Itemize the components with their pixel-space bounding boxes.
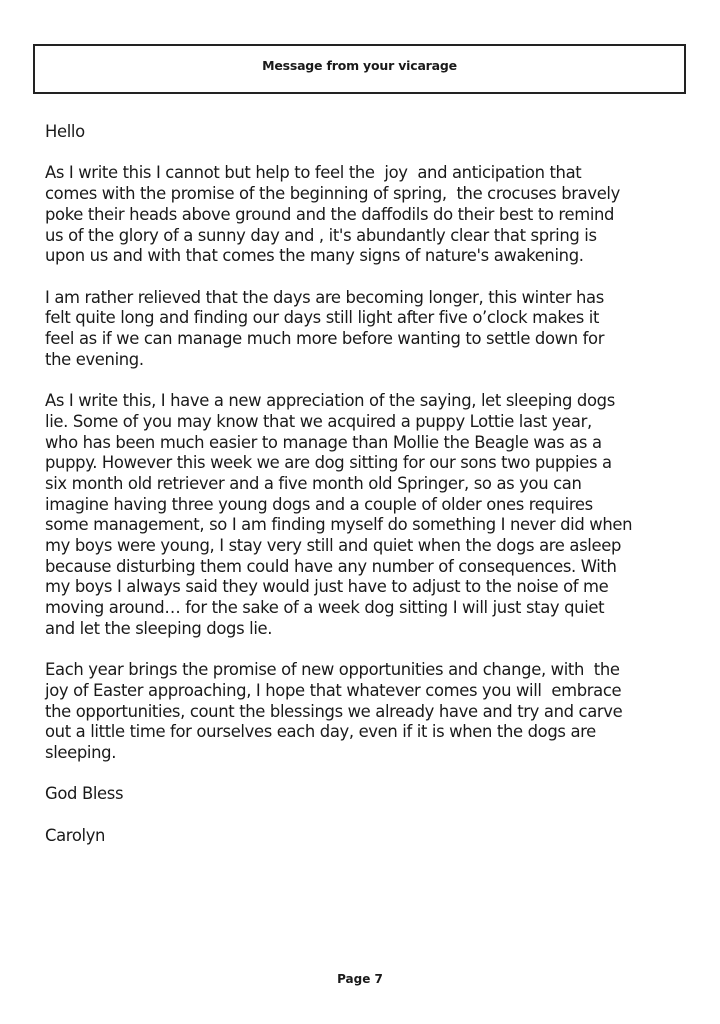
text-line: who has been much easier to manage than Mollie the Beagle was as a xyxy=(45,432,602,452)
text-line: joy of Easter approaching, I hope that whatever comes you will embrace xyxy=(45,680,622,700)
text-line: I am rather relieved that the days are becoming longer, this winter has xyxy=(45,287,604,307)
text-line: out a little time for ourselves each day, even if it is when the dogs are xyxy=(45,722,596,742)
text-line: moving around… for the sake of a week dog sitting I will just stay quiet xyxy=(45,598,605,618)
text-line: As I write this I cannot but help to feel the joy and anticipation that xyxy=(45,163,582,183)
paragraph-1 xyxy=(45,163,695,267)
greeting: Hello xyxy=(45,122,85,141)
closing: God Bless xyxy=(45,784,124,804)
text-line: feel as if we can manage much more before wanting to settle down for xyxy=(45,329,605,348)
text-line: and let the sleeping dogs lie. xyxy=(45,618,273,638)
text-line: the opportunities, count the blessings we already have and try and carve xyxy=(45,701,623,721)
text-line: poke their heads above ground and the daffodils do their best to remind xyxy=(45,204,615,224)
text-line: my boys were young, I stay very still and quiet when the dogs are asleep xyxy=(45,536,621,556)
text-line: imagine having three young dogs and a couple of older ones requires xyxy=(45,494,593,514)
letter-body xyxy=(45,122,695,867)
text-line: my boys I always said they would just have to adjust to the noise of me xyxy=(45,577,609,597)
text-line: felt quite long and finding our days still light after five o’clock makes it xyxy=(45,308,600,328)
paragraph-3 xyxy=(45,391,695,639)
header-box xyxy=(33,44,686,94)
text-line: some management, so I am finding myself do something I never did when xyxy=(45,515,633,535)
text-line: comes with the promise of the beginning of spring, the crocuses bravely xyxy=(45,184,620,204)
page-number: Page 7 xyxy=(337,972,383,986)
paragraph-2 xyxy=(45,288,695,371)
signature: Carolyn xyxy=(45,825,106,845)
text-line: because disturbing them could have any number of consequences. With xyxy=(45,556,617,576)
text-line: puppy. However this week we are dog sitting for our sons two puppies a xyxy=(45,453,612,473)
paragraph-4 xyxy=(45,660,695,764)
text-line: lie. Some of you may know that we acquired a puppy Lottie last year, xyxy=(45,411,592,431)
page-title: Message from your vicarage xyxy=(262,58,457,73)
text-line: As I write this, I have a new appreciation of the saying, let sleeping dogs xyxy=(45,391,615,411)
text-line: Each year brings the promise of new opportunities and change, with the xyxy=(45,660,620,680)
text-line: the evening. xyxy=(45,349,144,369)
text-line: sleeping. xyxy=(45,743,117,763)
text-line: upon us and with that comes the many signs of nature's awakening. xyxy=(45,246,584,266)
text-line: us of the glory of a sunny day and , it's abundantly clear that spring is xyxy=(45,225,597,245)
text-line: six month old retriever and a five month old Springer, so as you can xyxy=(45,473,582,493)
